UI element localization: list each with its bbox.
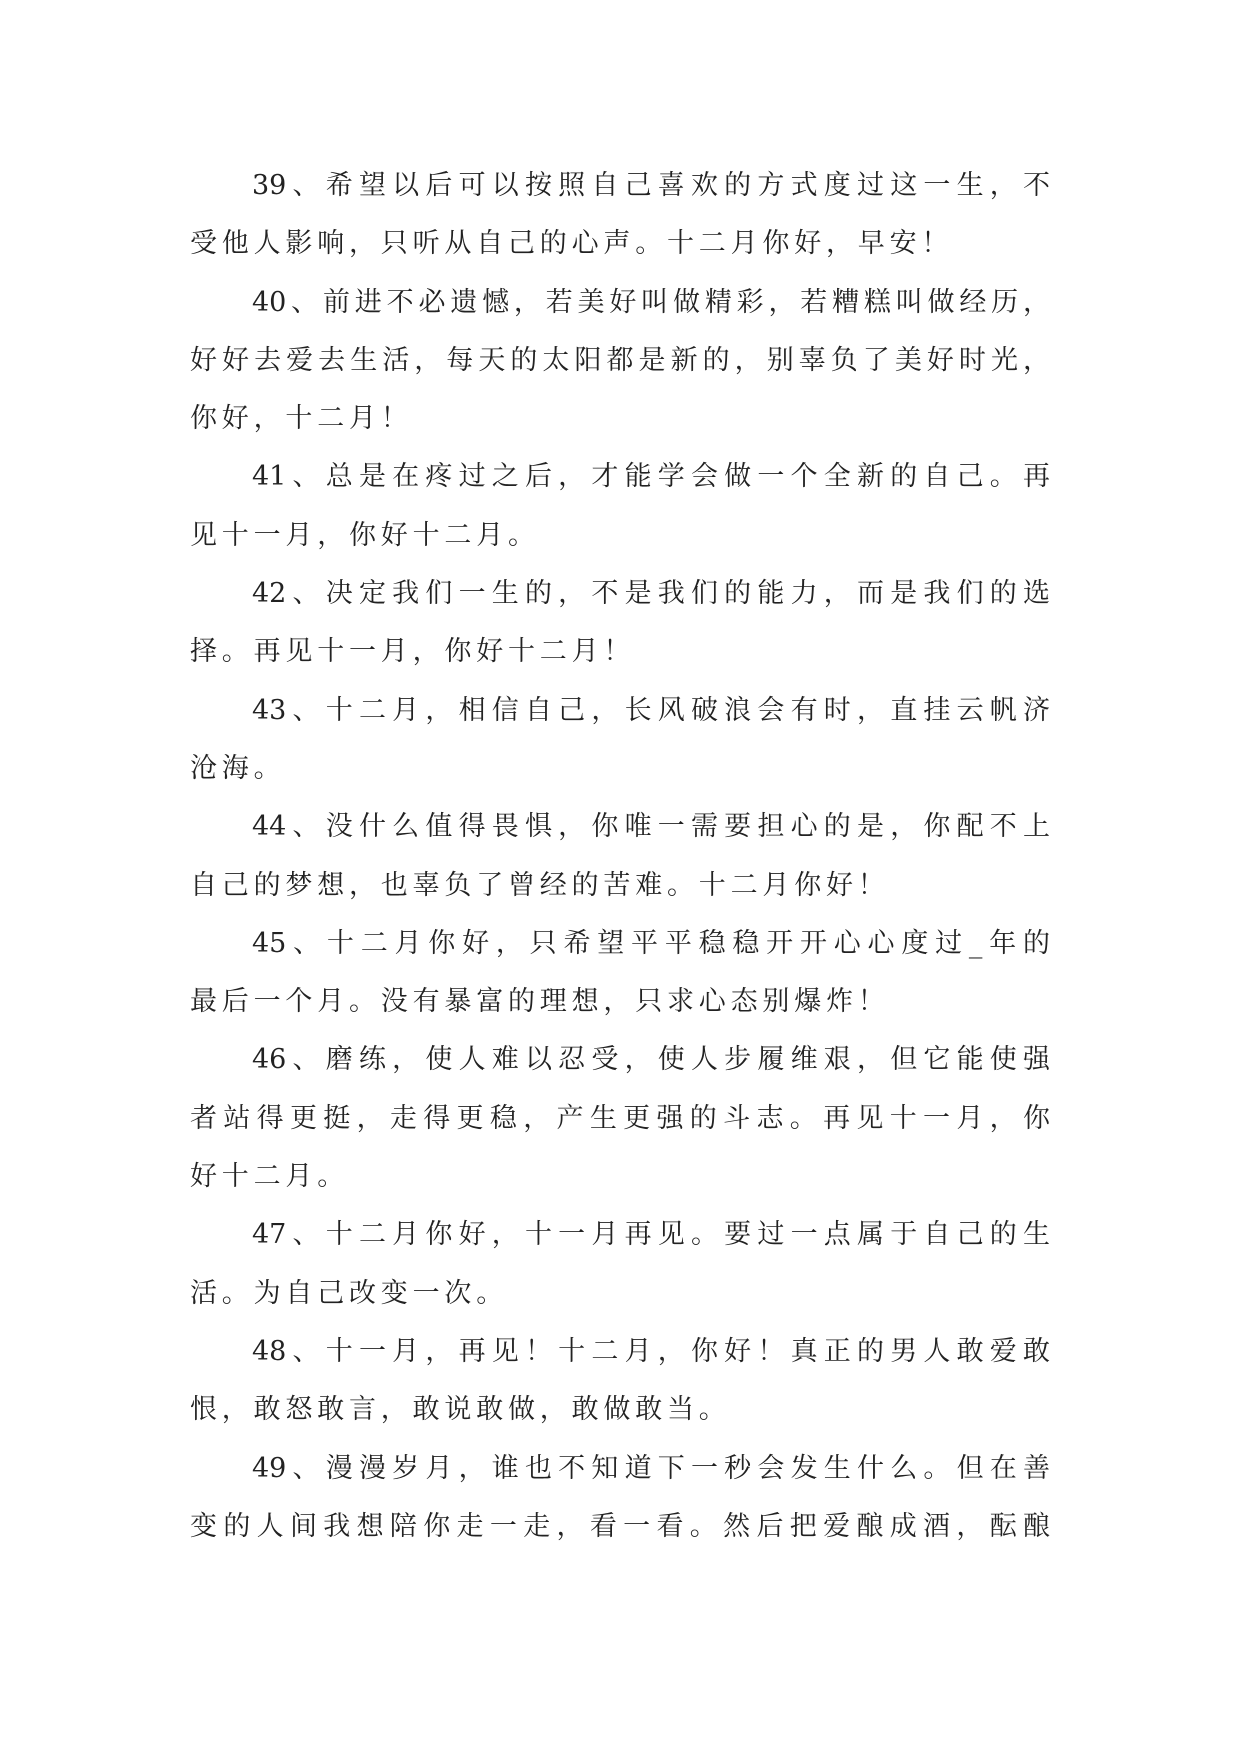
paragraph <box>190 682 1050 799</box>
text-line: 见十一月，你好十二月。 <box>190 519 540 551</box>
text-line: 好好去爱去生活，每天的太阳都是新的，别辜负了美好时光， <box>190 344 1050 376</box>
text-line: 活。为自己改变一次。 <box>190 1277 508 1309</box>
text-line: 变的人间我想陪你走一走，看一看。然后把爱酿成酒，酝酿 <box>190 1510 1050 1542</box>
text-line: 47、十二月你好，十一月再见。要过一点属于自己的生 <box>252 1219 1050 1251</box>
text-line: 45、十二月你好，只希望平平稳稳开开心心度过_年的 <box>252 927 1050 959</box>
text-line: 39、希望以后可以按照自己喜欢的方式度过这一生，不 <box>252 170 1050 201</box>
text-line: 择。再见十一月，你好十二月！ <box>190 636 636 668</box>
paragraph <box>190 915 1050 1032</box>
paragraph <box>190 1031 1050 1206</box>
text-line: 受他人影响，只听从自己的心声。十二月你好，早安！ <box>190 228 954 260</box>
text-line: 你好，十二月！ <box>190 403 413 435</box>
text-line: 42、决定我们一生的，不是我们的能力，而是我们的选 <box>252 578 1050 610</box>
text-line: 40、前进不必遗憾，若美好叫做精彩，若糟糕叫做经历， <box>252 286 1050 318</box>
text-line: 46、磨练，使人难以忍受，使人步履维艰，但它能使强 <box>252 1044 1050 1076</box>
text-line: 自己的梦想，也辜负了曾经的苦难。十二月你好！ <box>190 869 890 901</box>
paragraph <box>190 1323 1050 1440</box>
text-line: 恨，敢怒敢言，敢说敢做，敢做敢当。 <box>190 1394 731 1426</box>
text-line: 44、没什么值得畏惧，你唯一需要担心的是，你配不上 <box>252 811 1050 843</box>
paragraph <box>190 157 1050 274</box>
paragraph <box>190 448 1050 565</box>
paragraph <box>190 1206 1050 1323</box>
text-line: 者站得更挺，走得更稳，产生更强的斗志。再见十一月，你 <box>190 1102 1050 1134</box>
paragraph <box>190 565 1050 682</box>
paragraph <box>190 798 1050 915</box>
paragraph <box>190 1440 1050 1557</box>
document-body <box>190 157 1050 1556</box>
paragraph <box>190 274 1050 449</box>
text-line: 41、总是在疼过之后，才能学会做一个全新的自己。再 <box>252 461 1050 493</box>
text-line: 沧海。 <box>190 752 286 784</box>
text-line: 48、十一月，再见！十二月，你好！真正的男人敢爱敢 <box>252 1335 1050 1367</box>
text-line: 好十二月。 <box>190 1161 349 1193</box>
text-line: 43、十二月，相信自己，长风破浪会有时，直挂云帆济 <box>252 694 1050 726</box>
text-line: 最后一个月。没有暴富的理想，只求心态别爆炸！ <box>190 986 890 1018</box>
text-line: 49、漫漫岁月，谁也不知道下一秒会发生什么。但在善 <box>252 1452 1050 1484</box>
